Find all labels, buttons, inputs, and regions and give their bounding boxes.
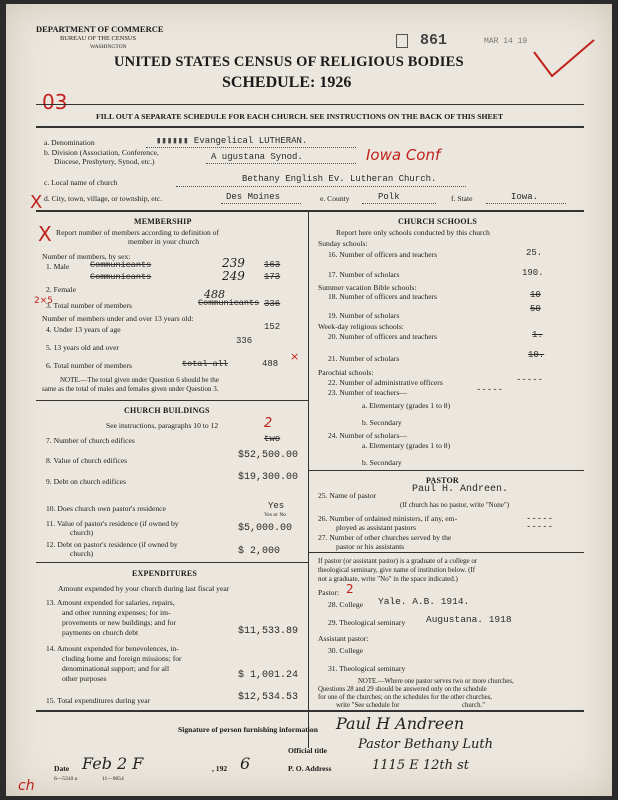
q25-value: Paul H. Andreen. bbox=[412, 484, 509, 495]
city-value: Des Moines bbox=[226, 192, 281, 202]
q23-blank: ----- bbox=[476, 385, 504, 395]
red-x-mark-2: X bbox=[38, 222, 52, 246]
q14-line3: denominational support; and for all bbox=[62, 664, 170, 673]
instruction-line: FILL OUT A SEPARATE SCHEDULE FOR EACH CHURCH. SEE INSTRUCTIONS ON THE BACK OF THIS SHEET bbox=[96, 112, 504, 121]
weekday-label: Week-day religious schools: bbox=[318, 322, 404, 331]
division-label: b. Division (Association, Conference, bbox=[44, 148, 159, 157]
membership-intro: Report number of members according to definition of bbox=[56, 228, 220, 237]
q1-label: 1. Male bbox=[46, 262, 70, 271]
q10-label: 10. Does church own pastor's residence bbox=[46, 504, 166, 513]
q14-line1: 14. Amount expended for benevolences, in- bbox=[46, 644, 179, 653]
q3-struck: Communicants bbox=[198, 298, 260, 308]
q23-label: 23. Number of teachers— bbox=[328, 388, 407, 397]
state-value: Iowa. bbox=[511, 192, 539, 202]
q24-label: 24. Number of scholars— bbox=[328, 431, 407, 440]
q10-value: Yes bbox=[268, 501, 285, 511]
q11-label: 11. Value of pastor's residence (if owned by bbox=[46, 519, 179, 528]
parochial-label: Parochial schools: bbox=[318, 368, 374, 377]
bureau-label: BUREAU OF THE CENSUS bbox=[60, 35, 137, 42]
q26-line1: 26. Number of ordained ministers, if any, em- bbox=[318, 514, 458, 523]
rule bbox=[308, 552, 584, 553]
q19-value: 50 bbox=[530, 304, 541, 314]
official-title-value: Pastor Bethany Luth bbox=[358, 737, 494, 752]
q14-value: $ 1,001.24 bbox=[238, 670, 299, 681]
q15-label: 15. Total expenditures during year bbox=[46, 696, 151, 705]
stamp-date: MAR 14 19 bbox=[484, 37, 528, 46]
red-margin-note: 2×5 bbox=[34, 296, 53, 306]
rule bbox=[36, 104, 584, 105]
q1-struck: Communicants bbox=[90, 260, 152, 270]
q7-struck: two bbox=[264, 434, 281, 444]
q6-value: 488 bbox=[262, 359, 279, 369]
q10-hint: Yes or No bbox=[264, 512, 287, 518]
form-subtitle: SCHEDULE: 1926 bbox=[222, 74, 352, 91]
pastor-note-5: church." bbox=[462, 702, 485, 709]
rule bbox=[221, 203, 301, 204]
q14-line4: other purposes bbox=[62, 674, 107, 683]
q16-label: 16. Number of officers and teachers bbox=[328, 250, 438, 259]
year-prefix: , 192 bbox=[212, 764, 228, 773]
expenditures-heading: EXPENDITURES bbox=[132, 569, 198, 578]
q13-line4: payments on church debt bbox=[62, 628, 139, 637]
q3-label: 3. Total number of members bbox=[46, 301, 133, 310]
department-label: DEPARTMENT OF COMMERCE bbox=[36, 24, 164, 34]
q13-line3: provements or new buildings; and for bbox=[62, 618, 177, 627]
q17-label: 17. Number of scholars bbox=[328, 270, 400, 279]
form-number-2: 11—9054 bbox=[102, 776, 124, 782]
signature-label: Signature of person furnishing information bbox=[178, 725, 318, 734]
rule bbox=[308, 210, 309, 748]
rule bbox=[36, 562, 308, 563]
buildings-heading: CHURCH BUILDINGS bbox=[124, 406, 210, 415]
q5-label: 5. 13 years old and over bbox=[46, 343, 119, 352]
schools-intro: Report here only schools conducted by this church bbox=[336, 228, 490, 237]
pastor-note-4: write "See schedule for bbox=[336, 702, 400, 709]
q17-value: 190. bbox=[522, 268, 544, 278]
rule bbox=[146, 147, 356, 148]
q27-line2: pastor or his assistants bbox=[336, 542, 405, 551]
q19-label: 19. Number of scholars bbox=[328, 311, 400, 320]
pastor-note-1: NOTE.—Where one pastor serves two or more churches, bbox=[358, 678, 514, 685]
q16-value: 25. bbox=[526, 248, 543, 258]
q27-blank: ----- bbox=[526, 522, 554, 532]
q12-value: $ 2,000 bbox=[238, 546, 281, 557]
pastor-note-2: Questions 28 and 29 should be answered only on the schedule bbox=[318, 686, 487, 693]
rule bbox=[36, 210, 584, 212]
q29-label: 29. Theological seminary bbox=[328, 618, 406, 627]
q2-label: 2. Female bbox=[46, 285, 76, 294]
q6-struck: total all bbox=[182, 359, 228, 369]
q7-label: 7. Number of church edifices bbox=[46, 436, 135, 445]
schools-heading: CHURCH SCHOOLS bbox=[398, 217, 478, 226]
red-tick: × bbox=[290, 350, 300, 363]
form-number: 6—5310 a bbox=[54, 776, 78, 782]
q4-value: 152 bbox=[264, 322, 281, 332]
rule bbox=[362, 203, 436, 204]
q11-label-2: church) bbox=[70, 528, 94, 537]
q2-struck: Communicants bbox=[90, 272, 152, 282]
q12-label: 12. Debt on pastor's residence (if owned by bbox=[46, 540, 178, 549]
q28-label: 28. College bbox=[328, 600, 364, 609]
q21-label: 21. Number of scholars bbox=[328, 354, 400, 363]
q20-label: 20. Number of officers and teachers bbox=[328, 332, 438, 341]
form-title: UNITED STATES CENSUS OF RELIGIOUS BODIES bbox=[114, 54, 464, 70]
county-value: Polk bbox=[378, 192, 400, 202]
q9-label: 9. Debt on church edifices bbox=[46, 477, 126, 486]
q26-blank: ----- bbox=[526, 514, 554, 524]
sunday-label: Sunday schools: bbox=[318, 239, 368, 248]
rule bbox=[176, 186, 466, 187]
division-hand-note: Iowa Conf bbox=[366, 146, 441, 164]
age-intro: Number of members under and over 13 years old: bbox=[42, 314, 194, 323]
red-corner-mark: ch bbox=[18, 778, 35, 794]
q23a-label: a. Elementary (grades 1 to 8) bbox=[362, 401, 451, 410]
signature-value: Paul H Andreen bbox=[336, 714, 465, 733]
q13-value: $11,533.89 bbox=[238, 626, 299, 637]
rule bbox=[36, 400, 308, 401]
membership-heading: MEMBERSHIP bbox=[134, 217, 192, 226]
red-handwritten-number: 03 bbox=[42, 90, 68, 114]
grad-note-3: not a graduate, write "No" in the space indicated.) bbox=[318, 575, 458, 583]
membership-note-2: same as the total of males and females given under Question 3. bbox=[42, 385, 219, 393]
q6-label: 6. Total number of members bbox=[46, 361, 133, 370]
assistant-label: Assistant pastor: bbox=[318, 634, 369, 643]
q22-label: 22. Number of administrative officers bbox=[328, 378, 443, 387]
q25-label: 25. Name of pastor bbox=[318, 491, 377, 500]
vacation-label: Summer vacation Bible schools: bbox=[318, 283, 417, 292]
q7-hand: 2 bbox=[264, 416, 273, 431]
q18-label: 18. Number of officers and teachers bbox=[328, 292, 438, 301]
q24b-label: b. Secondary bbox=[362, 458, 402, 467]
q13-line1: 13. Amount expended for salaries, repairs, bbox=[46, 598, 175, 607]
official-title-label: Official title bbox=[288, 746, 328, 755]
local-name-label: c. Local name of church bbox=[44, 178, 118, 187]
q31-label: 31. Theological seminary bbox=[328, 664, 406, 673]
grad-note-2: theological seminary, give name of institution below. (If bbox=[318, 566, 476, 574]
expenditures-intro: Amount expended by your church during last fiscal year bbox=[58, 584, 230, 593]
q15-value: $12,534.53 bbox=[238, 692, 299, 703]
grad-note-1: If pastor (or assistant pastor) is a graduate of a college or bbox=[318, 557, 478, 565]
pastor-note-3: for one of the churches; on the schedules for the other churches, bbox=[318, 694, 493, 701]
q1-old: 163 bbox=[264, 260, 281, 270]
q14-line2: cluding home and foreign missions; for bbox=[62, 654, 182, 663]
address-label: P. O. Address bbox=[288, 764, 332, 773]
address-value: 1115 E 12th st bbox=[372, 758, 470, 773]
q25-hint: (If church has no pastor, write "None") bbox=[400, 501, 510, 509]
q18-value: 10 bbox=[530, 290, 541, 300]
city-label-d: d. City, town, village, or township, etc. bbox=[44, 194, 163, 203]
county-label: e. County bbox=[320, 194, 350, 203]
denomination-label: a. Denomination bbox=[44, 138, 95, 147]
q20-value: 1. bbox=[532, 330, 543, 340]
q9-value: $19,300.00 bbox=[238, 472, 299, 483]
membership-note: NOTE.—The total given under Question 6 should be the bbox=[60, 376, 219, 384]
q4-label: 4. Under 13 years of age bbox=[46, 325, 121, 334]
local-name-value: Bethany English Ev. Lutheran Church. bbox=[242, 174, 437, 184]
q5-value: 336 bbox=[236, 336, 253, 346]
members-by-sex: Number of members, by sex: bbox=[42, 252, 131, 261]
rule bbox=[486, 203, 566, 204]
membership-intro-2: member in your church bbox=[128, 237, 200, 246]
rule bbox=[308, 470, 584, 471]
pastor-hand: 2 bbox=[346, 582, 354, 596]
date-label: Date bbox=[54, 764, 70, 773]
q29-value: Augustana. 1918 bbox=[426, 614, 512, 625]
division-value: A ugustana Synod. bbox=[211, 152, 303, 162]
q26-line2: ployed as assistant pastors bbox=[336, 523, 416, 532]
red-check-icon bbox=[530, 34, 600, 82]
q12-label-2: church) bbox=[70, 549, 94, 558]
q3-old: 336 bbox=[264, 299, 281, 309]
state-label: f. State bbox=[451, 194, 473, 203]
q8-label: 8. Value of church edifices bbox=[46, 456, 128, 465]
city-label: WASHINGTON bbox=[90, 44, 127, 50]
division-label-2: Diocese, Presbytery, Synod, etc.) bbox=[54, 157, 155, 166]
census-schedule-page: DEPARTMENT OF COMMERCE BUREAU OF THE CENSUS WASHINGTON 861 MAR 14 19 UNITED STATES CENSUS OF RELIGIOUS BODIES SCHEDULE: 1926 03 FILL OUT A SEPARATE SCHEDULE FOR EACH CHURCH. SEE INSTRUCTIONS ON THE BACK OF THIS SHEET a. Denomination ▮▮▮▮▮▮ Evangelical LUTHERAN. b. Division (Association, Conference, Diocese, Presbytery, Synod, etc.) A ugustana Synod. Iowa Conf c. Local name of church Bethany English Ev. Lutheran Church. d. City, town, village, or township, etc. Des Moines e. County Polk f. State Iowa. X X MEMBERSHIP Report number of members according to definition of member in your church Number of members, by sex: 1. Male Communicants 239 163 Communicants 249 173 2. Female 488 2×5 3. Total number of members Communicants 336 Number of members under and over 13 years old: 4. Under 13 years of age 152 5. 13 years old and over 336 6. Total number of members total all 488 × NOTE.—The total given under Question 6 should be the same as the total of males and females given under Question 3. CHURCH BUILDINGS See instructions, paragraphs 10 to 12 2 7. Number of church edifices two 8. Value of church edifices $52,500.00 9. Debt on church edifices $19,300.00 10. Does church own pastor's residence Yes Yes or No 11. Value of pastor's residence (if owned by church) $5,000.00 12. Debt on pastor's residence (if owned by church) $ 2,000 EXPENDITURES Amount expended by your church during last fiscal year 13. Amount expended for salaries, repairs, and other running expenses; for im- provements or new buildings; and for payments on church debt $11,533.89 14. Amount expended for benevolences, in- cluding home and foreign missions; for denominational support; and for all other purposes $ 1,001.24 15. Total expenditures during year $12,534.53 CHURCH SCHOOLS Report here only schools conducted by this church Sunday schools: 16. Number of officers and teachers 25. 17. Number of scholars 190. Summer vacation Bible schools: 18. Number of officers and teachers 10 19. Number of scholars 50 Week-day religious schools: 20. Number of officers and teachers 1. 21. Number of scholars 10. Parochial schools: 22. Number of administrative officers ----- 23. Number of teachers— ----- a. Elementary (grades 1 to 8) b. Secondary 24. Number of scholars— a. Elementary (grades 1 to 8) b. Secondary PASTOR 25. Name of pastor Paul H. Andreen. (If church has no pastor, write "None") 26. Number of ordained ministers, if any, em- ployed as assistant pastors ----- 27. Number of other churches served by the pastor or his assistants ----- If pastor (or assistant pastor) is a graduate of a college or theological seminary, give name of institution below. (If not a graduate, write "No" in the space indicated.) Pastor: 2 28. College Yale. A.B. 1914. 29. Theological seminary Augustana. 1918 Assistant pastor: 30. College 31. Theological seminary NOTE.—Where one pastor serves two or more churches, Questions 28 and 29 should be answered only on the schedule for one of the churches; on the schedules for the other churches, write "See schedule for church." Signature of person furnishing information Paul H Andreen Official title Pastor Bethany Luth Date Feb 2 F , 192 6 P. O. Address 1115 E 12th st 6—5310 a 11—9054 ch bbox=[6, 4, 612, 796]
q21-value: 10. bbox=[528, 350, 545, 360]
rule bbox=[36, 710, 584, 712]
q3-value: 488 bbox=[204, 288, 225, 301]
pastor-sub-label: Pastor: bbox=[318, 588, 340, 597]
q8-value: $52,500.00 bbox=[238, 450, 299, 461]
year-digit: 6 bbox=[240, 754, 251, 773]
stamp-box-icon bbox=[396, 34, 408, 48]
q30-label: 30. College bbox=[328, 646, 364, 655]
q28-value: Yale. A.B. 1914. bbox=[378, 596, 470, 607]
buildings-instr: See instructions, paragraphs 10 to 12 bbox=[106, 421, 219, 430]
q2-old: 173 bbox=[264, 272, 281, 282]
q11-value: $5,000.00 bbox=[238, 523, 293, 534]
rule bbox=[206, 163, 356, 164]
stamp-number: 861 bbox=[420, 32, 448, 49]
q22-blank: ----- bbox=[516, 375, 544, 385]
date-value: Feb 2 F bbox=[82, 754, 144, 773]
denomination-value: Evangelical LUTHERAN. bbox=[193, 136, 308, 146]
q27-line1: 27. Number of other churches served by the bbox=[318, 533, 452, 542]
q23b-label: b. Secondary bbox=[362, 418, 402, 427]
q24a-label: a. Elementary (grades 1 to 8) bbox=[362, 441, 451, 450]
pastor-heading: PASTOR bbox=[426, 476, 459, 485]
rule bbox=[36, 126, 584, 128]
q13-line2: and other running expenses; for im- bbox=[62, 608, 171, 617]
q1-value: 239 bbox=[222, 256, 245, 270]
red-x-mark: X bbox=[30, 192, 43, 213]
q2-value: 249 bbox=[222, 269, 245, 283]
